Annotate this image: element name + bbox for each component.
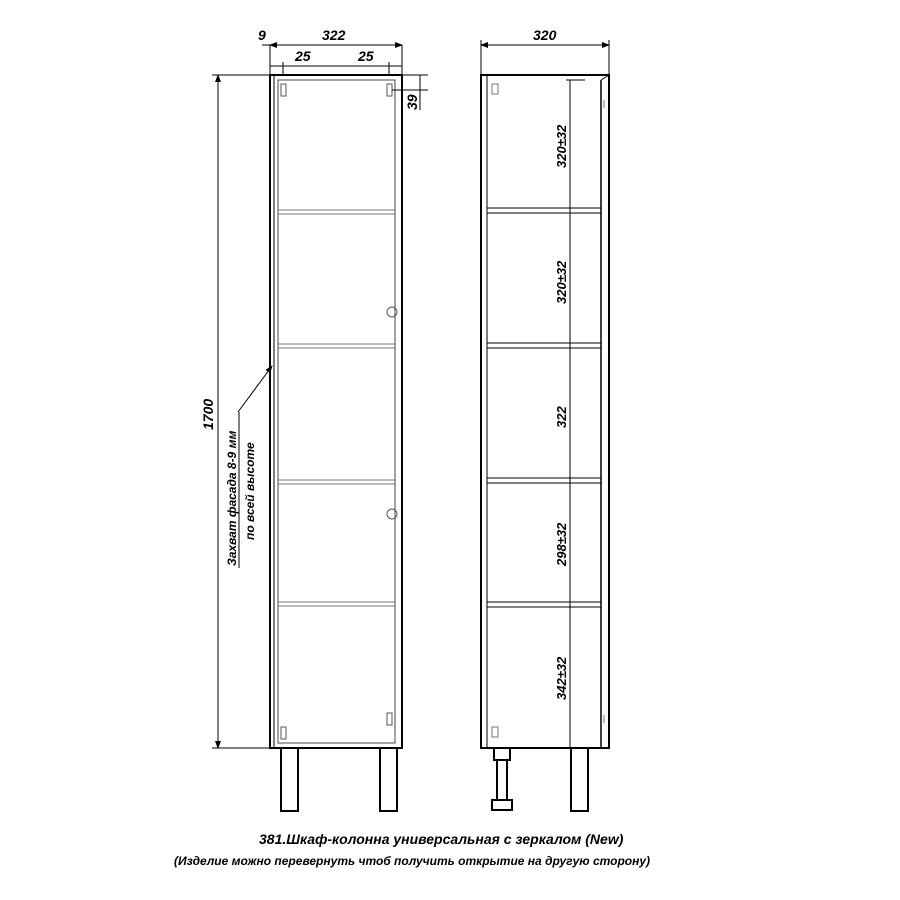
hinge-top-right — [387, 84, 392, 96]
dim-hinge-left-25: 25 — [295, 48, 311, 64]
side-shelves — [487, 208, 601, 607]
dim-height-1700: 1700 — [200, 398, 216, 430]
hinge-bottom-right — [387, 713, 392, 725]
drawing-title: 381.Шкаф-колонна универсальная с зеркалом (New) — [259, 831, 624, 847]
dim-width-322: 322 — [322, 27, 346, 43]
hinge-top-left — [281, 84, 286, 96]
dim-depth-320: 320 — [533, 27, 557, 43]
note-facade-grip: Захват фасада 8-9 мм — [225, 430, 239, 566]
side-leg-back — [492, 748, 512, 810]
side-shelf-2 — [487, 343, 601, 348]
compartment-5-dim: 342±32 — [554, 656, 569, 700]
compartment-2-dim: 320±32 — [554, 260, 569, 304]
side-hardware — [492, 84, 604, 737]
dim-hinge-top-39: 39 — [404, 94, 420, 110]
front-view — [200, 27, 428, 811]
front-mirror-frame — [278, 80, 395, 743]
side-hinge-bottom — [492, 727, 498, 737]
side-hinge-top — [492, 84, 498, 94]
side-shelf-3 — [487, 478, 601, 483]
side-shelf-1 — [487, 208, 601, 213]
front-shelves — [278, 210, 395, 606]
compartment-1-dim: 320±32 — [554, 124, 569, 168]
front-leg-right — [380, 748, 397, 811]
front-hinges — [281, 84, 397, 739]
side-leg-front — [571, 748, 588, 811]
dim-offset-9: 9 — [258, 27, 266, 43]
side-view — [481, 27, 609, 811]
note-leader-line — [238, 366, 272, 412]
note-full-height: по всей высоте — [243, 442, 257, 540]
side-cabinet-body — [481, 75, 609, 748]
front-leg-left — [281, 748, 298, 811]
hinge-bottom-left — [281, 727, 286, 739]
compartment-4-dim: 298±32 — [554, 522, 569, 566]
dim-hinge-right-25: 25 — [358, 48, 374, 64]
drawing-subtitle: (Изделие можно перевернуть чтоб получить открытие на другую сторону) — [174, 854, 651, 868]
front-cabinet-body — [270, 75, 402, 748]
compartment-3-dim: 322 — [554, 406, 569, 428]
side-shelf-4 — [487, 602, 601, 607]
